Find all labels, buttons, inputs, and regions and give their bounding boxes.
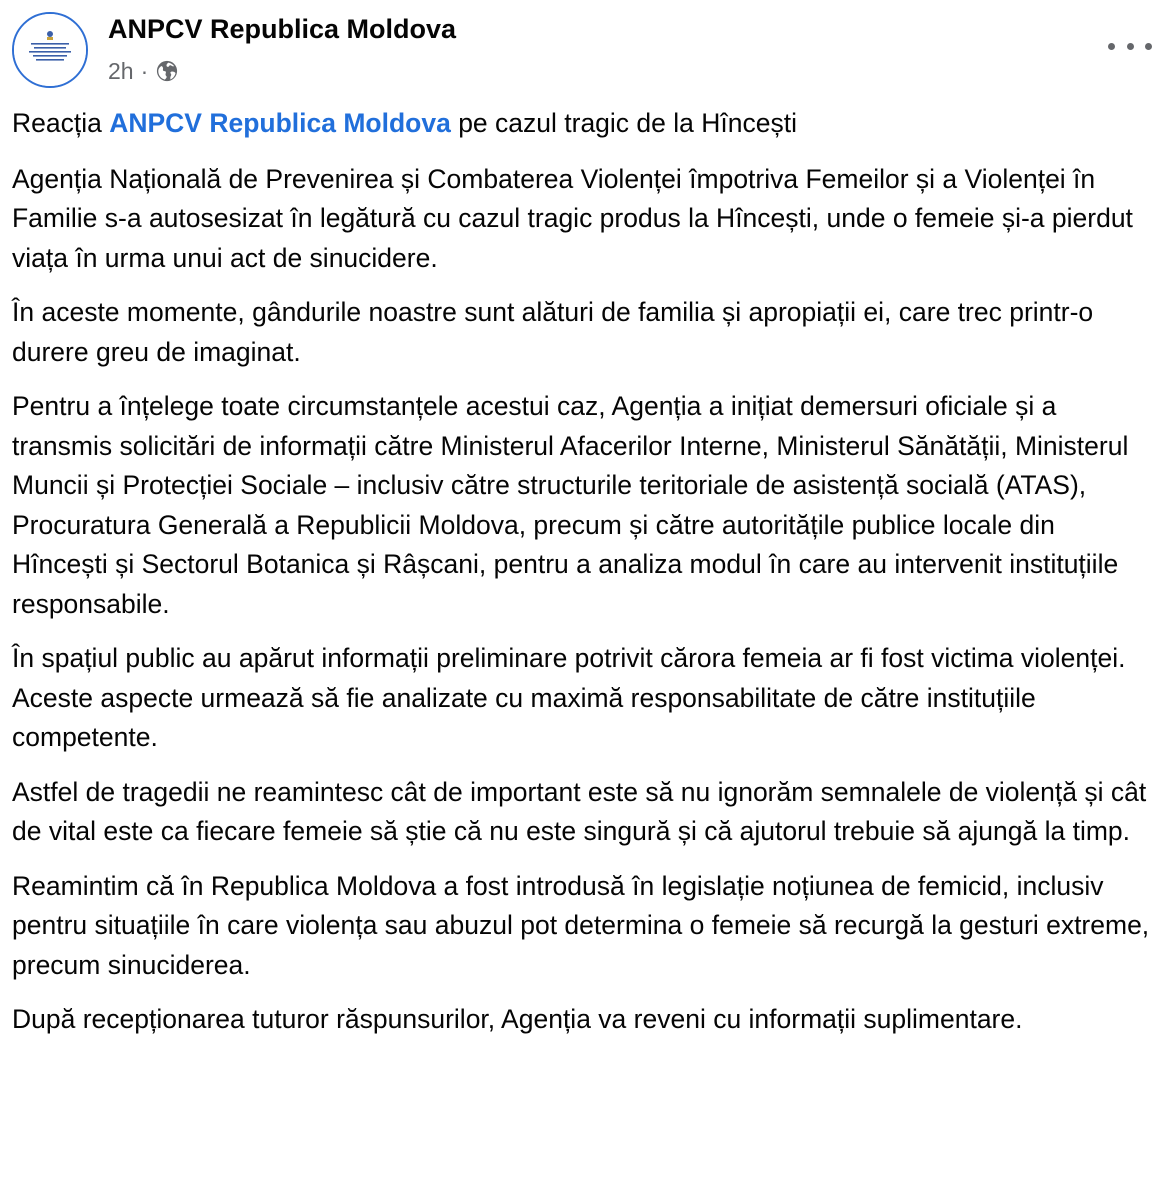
more-options-icon: [1127, 43, 1134, 50]
post-paragraph-6: Reamintim că în Republica Moldova a fost introdusă în legislație noțiunea de femicid, inclusiv pentru situațiile în care violența sau abuzul pot determina o femeie să recurgă la gesturi extreme, precum sinuciderea.: [12, 870, 1150, 980]
post-timestamp[interactable]: 2h: [108, 57, 134, 84]
post-paragraph-4: În spațiul public au apărut informații preliminare potrivit cărora femeia ar fi fost victima violenței. Aceste aspecte urmează să fie analizate cu maximă responsabilitate de către instituțiile competente.: [12, 643, 1126, 752]
page-name[interactable]: ANPCV Republica Moldova: [108, 14, 457, 44]
post-paragraph-5: Astfel de tragedii ne reamintesc cât de important este să nu ignorăm semnalele de violență și cât de vital este ca fiecare femeie să știe că nu este singură și că ajutorul trebuie să ajungă la timp.: [12, 776, 1147, 846]
anpcv-logo-icon: [14, 14, 86, 86]
post-paragraph-7: După recepționarea tuturor răspunsurilor, Agenția va reveni cu informații suplimentare.: [12, 1004, 1023, 1034]
post-paragraph-3: Pentru a înțelege toate circumstanțele acestui caz, Agenția a inițiat demersuri oficiale și a transmis solicitări de informații către Ministerul Afacerilor Interne, Ministerul Sănătății, Ministerul Muncii și Protecției Sociale – inclusiv către structurile teritoriale de asistență socială (ATAS), Procuratura Generală a Republicii Moldova, precum și către autoritățile publice locale din Hîncești și Sectorul Botanica și Râșcani, pentru a analiza modul în care au intervenit instituțiile responsabile.: [12, 391, 1129, 619]
page-avatar[interactable]: [12, 12, 88, 88]
post-meta: [108, 56, 178, 86]
more-options-button[interactable]: [1108, 32, 1152, 60]
more-options-icon: [1145, 43, 1152, 50]
page-mention-link[interactable]: ANPCV Republica Moldova: [109, 108, 451, 138]
post-header: [12, 12, 1156, 96]
globe-icon[interactable]: [156, 60, 178, 82]
post-body: [12, 104, 1152, 1055]
post-title-prefix: Reacția: [12, 108, 110, 138]
post-title: [12, 104, 1152, 144]
post-paragraph-1: Agenția Națională de Prevenirea și Combaterea Violenței împotriva Femeilor și a Violenței în Familie s-a autosesizat în legătură cu cazul tragic produs la Hîncești, unde o femeie și-a pierdut viața în urma unui act de sinucidere.: [12, 163, 1133, 273]
post-title-suffix: pe cazul tragic de la Hîncești: [450, 108, 797, 138]
meta-separator: ·: [140, 57, 149, 84]
more-options-icon: [1108, 43, 1115, 50]
post-paragraph-2: În aceste momente, gândurile noastre sunt alături de familia și apropiații ei, care trec printr-o durere greu de imaginat.: [12, 297, 1094, 367]
